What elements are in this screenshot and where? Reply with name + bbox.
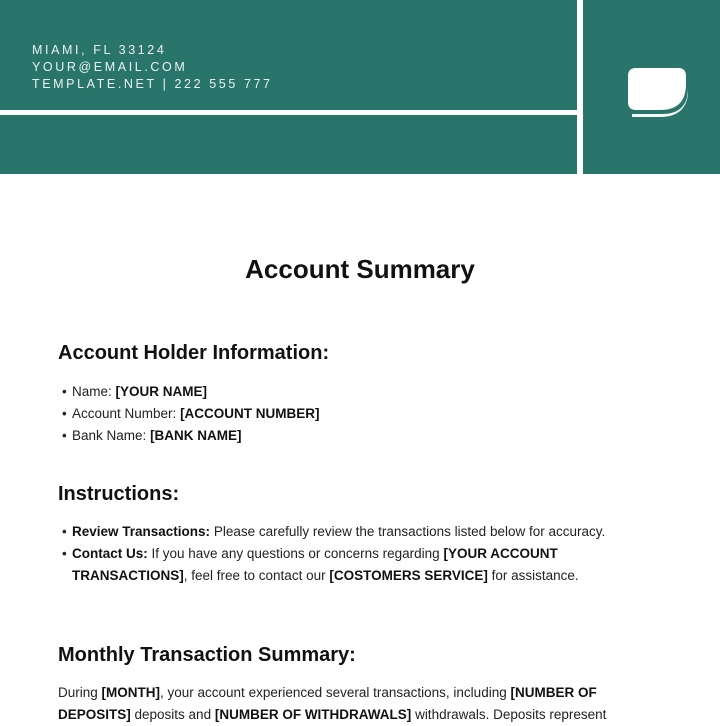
- section-title-instructions: Instructions:: [58, 483, 180, 505]
- contact-email: YOUR@EMAIL.COM: [32, 60, 188, 74]
- header-divider-vertical: [577, 0, 583, 174]
- contact-address: MIAMI, FL 33124: [32, 43, 167, 57]
- section-title-monthly-summary: Monthly Transaction Summary:: [58, 644, 356, 666]
- list-item: • Account Number: [ACCOUNT NUMBER]: [62, 403, 662, 425]
- instructions-list: [62, 521, 662, 587]
- header-divider-horizontal: [0, 110, 577, 115]
- list-item: • Bank Name: [BANK NAME]: [62, 425, 662, 447]
- document-title: Account Summary: [245, 254, 475, 284]
- account-holder-list: [62, 381, 662, 447]
- list-item: • Name: [YOUR NAME]: [62, 381, 662, 403]
- contact-block: [32, 42, 273, 93]
- list-item: • Review Transactions: Please carefully review the transactions listed below for accuracy.: [62, 521, 662, 543]
- list-item: • Contact Us: If you have any questions or concerns regarding [YOUR ACCOUNT TRANSACTIONS], feel free to contact our [COSTOMERS SERVICE] for assistance.: [62, 543, 662, 587]
- section-title-account-holder: Account Holder Information:: [58, 342, 330, 364]
- header-band: [0, 0, 720, 174]
- monthly-summary-paragraph: During [MONTH], your account experienced several transactions, including [NUMBER OF DEPOSITS] deposits and [NUMBER OF WITHDRAWALS] withdrawals. Deposits represent: [58, 685, 607, 722]
- leaf-logo-icon: [626, 60, 688, 118]
- contact-website-phone: TEMPLATE.NET | 222 555 777: [32, 77, 273, 91]
